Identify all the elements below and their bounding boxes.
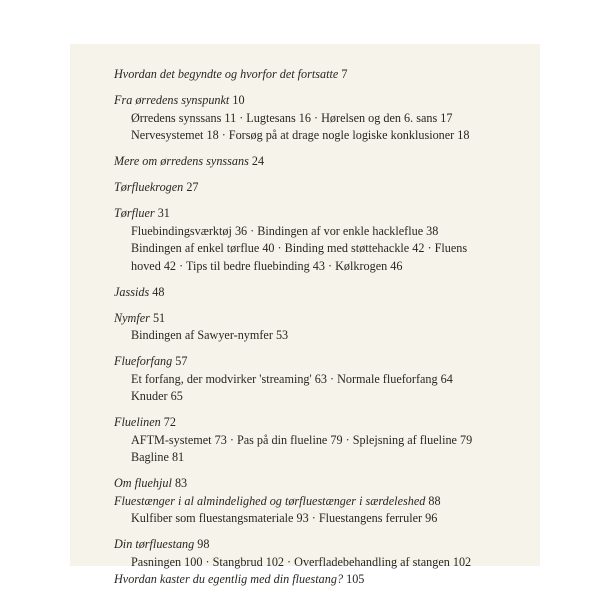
toc-entry [114,571,524,589]
chapter-title-text: Hvordan kaster du egentlig med din fluestang? [114,572,344,586]
chapter-page-number: 27 [186,180,199,194]
chapter-page-number: 83 [174,476,188,490]
subsection-line: Pasningen 100 · Stangbrud 102 · Overfladebehandling af stangen 102 [131,554,472,569]
chapter-title [114,571,524,589]
chapter-title [114,493,524,511]
chapter-title-text: Nymfer [114,310,150,325]
chapter-page-number: 57 [175,354,188,368]
toc-entry [114,284,524,302]
chapter-title [114,153,524,171]
chapter-title [114,284,524,302]
subsection-line: hoved 42 · Tips til bedre fluebinding 43 · Kølkrogen 46 [131,258,403,273]
book-page [70,44,540,586]
chapter-page-number: 31 [157,206,170,220]
toc-entry [114,536,524,571]
toc-entry [114,493,524,528]
subsection-line: Fluebindingsværktøj 36 · Bindingen af vor enkle hackleflue 38 [131,223,439,238]
chapter-title [114,205,524,223]
table-of-contents [114,66,524,597]
chapter-title-text: Fluelinen [114,415,161,429]
chapter-page-number: 88 [428,493,441,508]
chapter-title-text: Fluestænger i al almindelighed og tørfluestænger i særdeleshed [114,493,426,508]
chapter-page-number: 72 [163,415,176,429]
subsection-line: Et forfang, der modvirker 'streaming' 63 · Normale flueforfang 64 [131,371,453,386]
chapter-title-text: Hvordan det begyndte og hvorfor det fortsatte [114,67,339,81]
subsection-line: Ørredens synssans 11 · Lugtesans 16 · Hørelsen og den 6. sans 17 [131,110,453,125]
toc-entry [114,310,524,345]
subsection-line: Knuder 65 [131,389,183,403]
subsection-line: Kulfiber som fluestangsmateriale 93 · Fluestangens ferruler 96 [131,511,438,525]
chapter-title-text: Flueforfang [114,354,173,368]
toc-entry [114,475,524,493]
chapter-title [114,475,524,493]
chapter-page-number: 10 [232,93,245,107]
chapter-page-number: 24 [251,154,265,168]
chapter-page-number: 105 [346,572,365,586]
subsection-line: Nervesystemet 18 · Forsøg på at drage nogle logiske konklusioner 18 [131,128,470,142]
chapter-page-number: 51 [152,310,166,325]
toc-entry [114,353,524,406]
toc-entry [114,92,524,145]
subsection-line: Bindingen af enkel tørflue 40 · Binding med støttehackle 42 · Fluens [131,241,468,255]
chapter-title [114,353,524,371]
chapter-title-text: Tørfluekrogen [114,180,184,194]
chapter-title [114,414,524,432]
chapter-title-text: Fra ørredens synspunkt [114,93,230,107]
subsection-line: Bindingen af Sawyer-nymfer 53 [131,328,289,342]
chapter-title [114,179,524,197]
chapter-page-number: 98 [197,537,210,551]
subsection-line: AFTM-systemet 73 · Pas på din flueline 79 · Splejsning af flueline 79 [131,432,473,447]
chapter-title [114,536,524,554]
toc-entry [114,66,524,84]
chapter-title [114,92,524,110]
chapter-title-text: Din tørfluestang [114,537,195,551]
chapter-title [114,66,524,84]
chapter-title-text: Om fluehjul [114,476,172,490]
chapter-title-text: Mere om ørredens synssans [114,154,249,168]
chapter-title-text: Tørfluer [114,206,155,220]
toc-entry [114,179,524,197]
toc-entry [114,205,524,275]
chapter-page-number: 7 [341,67,348,81]
toc-entry [114,153,524,171]
toc-entry [114,414,524,467]
chapter-title [114,310,524,328]
subsection-line: Bagline 81 [131,450,185,464]
chapter-title-text: Jassids [114,284,150,299]
chapter-page-number: 48 [152,284,165,299]
